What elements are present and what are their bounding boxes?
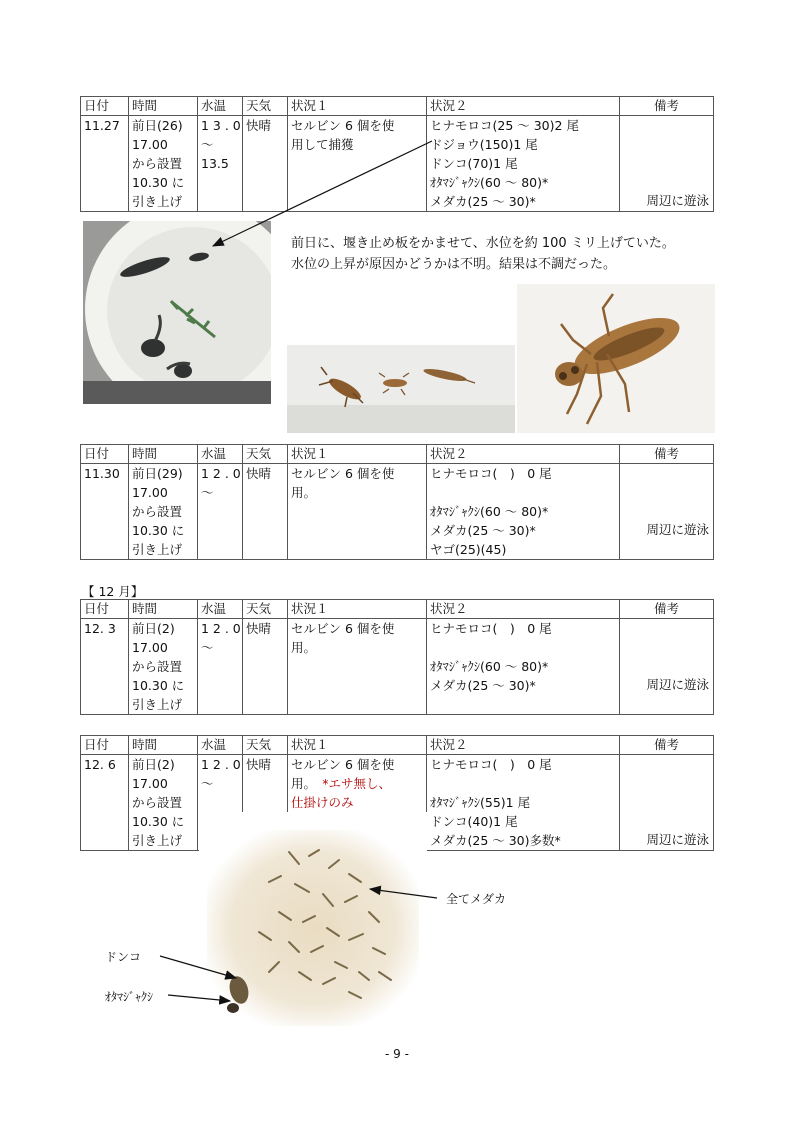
header-status1: 状況１	[288, 736, 427, 755]
time-line: 引き上げ	[132, 194, 183, 209]
header-date: 日付	[81, 600, 129, 619]
status2-line: ヒナモロコ( ) 0 尾	[430, 466, 552, 481]
header-status2: 状況２	[427, 97, 620, 116]
header-status1: 状況１	[288, 600, 427, 619]
label-otamajakushi: ｵﾀﾏｼﾞｬｸｼ	[105, 990, 154, 1004]
paragraph-line: 水位の上昇が原因かどうかは不明。結果は不調だった。	[291, 257, 617, 272]
month-heading: 【 12 月】	[82, 584, 144, 599]
page-number: - 9 -	[385, 1047, 409, 1061]
header-status2: 状況２	[427, 445, 620, 464]
status2-line: ヤゴ(25)(45)	[430, 542, 507, 557]
time-line: 引き上げ	[132, 542, 183, 557]
time-line: 引き上げ	[132, 697, 183, 712]
note-text: 周辺に遊泳	[646, 193, 709, 208]
header-time: 時間	[129, 600, 198, 619]
time-line: 17.00	[132, 640, 168, 655]
time-line: 10.30 に	[132, 523, 185, 538]
cell-weather: 快晴	[243, 619, 288, 715]
header-weather: 天気	[243, 600, 288, 619]
status2-line: メダカ(25 ～ 30)多数*	[430, 833, 561, 848]
status1-line: 用して捕獲	[291, 137, 354, 152]
header-status1: 状況１	[288, 445, 427, 464]
time-line: 10.30 に	[132, 678, 185, 693]
status2-line: ドンコ(40)1 尾	[430, 814, 518, 829]
header-status2: 状況２	[427, 736, 620, 755]
status1-line: セルビン 6 個を使	[291, 118, 395, 133]
paragraph-line: 前日に、堰き止め板をかませて、水位を約 100 ミリ上げていた。	[291, 236, 675, 251]
header-water-temp: 水温	[198, 97, 243, 116]
temp-line: ～	[201, 137, 214, 152]
header-note: 備考	[620, 736, 714, 755]
status2-line: ドジョウ(150)1 尾	[430, 137, 538, 152]
cell-date: 11.27	[81, 116, 129, 212]
note-text: 周辺に遊泳	[646, 832, 709, 847]
temp-line: ～	[201, 640, 214, 655]
time-line: 17.00	[132, 137, 168, 152]
time-line: 前日(2)	[132, 757, 175, 772]
cell-date: 12. 3	[81, 619, 129, 715]
time-line: から設置	[132, 659, 183, 674]
header-weather: 天気	[243, 97, 288, 116]
status2-line: ヒナモロコ( ) 0 尾	[430, 621, 552, 636]
temp-line: ～	[201, 776, 214, 791]
header-note: 備考	[620, 600, 714, 619]
status2-line: ヒナモロコ( ) 0 尾	[430, 757, 552, 772]
status2-line: メダカ(25 ～ 30)*	[430, 194, 536, 209]
arrow-to-donko	[160, 956, 236, 978]
time-line: 17.00	[132, 485, 168, 500]
time-line: から設置	[132, 156, 183, 171]
status1-plain-text: 用。	[291, 776, 323, 791]
time-line: 10.30 に	[132, 814, 185, 829]
label-all-medaka: 全てメダカ	[446, 892, 507, 906]
status2-line: メダカ(25 ～ 30)*	[430, 678, 536, 693]
temp-line: 1 2 . 0	[201, 466, 241, 481]
time-line: から設置	[132, 795, 183, 810]
header-time: 時間	[129, 445, 198, 464]
status2-line: ｵﾀﾏｼﾞｬｸｼ(60 ～ 80)*	[430, 175, 549, 190]
time-line: 前日(26)	[132, 118, 183, 133]
status1-line: セルビン 6 個を使	[291, 466, 395, 481]
arrow-to-bucket	[213, 141, 432, 246]
header-status1: 状況１	[288, 97, 427, 116]
temp-line: 1 2 . 0	[201, 757, 241, 772]
temp-line: 13.5	[201, 156, 229, 171]
temp-line: 1 2 . 0	[201, 621, 241, 636]
time-line: 前日(29)	[132, 466, 183, 481]
status2-line: ｵﾀﾏｼﾞｬｸｼ(60 ～ 80)*	[430, 659, 549, 674]
header-status2: 状況２	[427, 600, 620, 619]
header-note: 備考	[620, 97, 714, 116]
time-line: 17.00	[132, 776, 168, 791]
header-date: 日付	[81, 97, 129, 116]
status2-line: ｵﾀﾏｼﾞｬｸｼ(55)1 尾	[430, 795, 531, 810]
header-date: 日付	[81, 736, 129, 755]
status1-line: 用。	[291, 485, 317, 500]
time-line: 前日(2)	[132, 621, 175, 636]
header-water-temp: 水温	[198, 445, 243, 464]
status2-line: メダカ(25 ～ 30)*	[430, 523, 536, 538]
temp-line: 1 3 . 0	[201, 118, 241, 133]
status1-line: 用。	[291, 640, 317, 655]
trap-only-remark: 仕掛けのみ	[291, 795, 354, 810]
arrow-to-otamajakushi	[168, 995, 230, 1001]
header-weather: 天気	[243, 445, 288, 464]
header-time: 時間	[129, 736, 198, 755]
cell-weather: 快晴	[243, 755, 288, 851]
status1-line: セルビン 6 個を使	[291, 757, 395, 772]
header-note: 備考	[620, 445, 714, 464]
note-text: 周辺に遊泳	[646, 677, 709, 692]
header-date: 日付	[81, 445, 129, 464]
cell-weather: 快晴	[243, 116, 288, 212]
status2-line: ｵﾀﾏｼﾞｬｸｼ(60 ～ 80)*	[430, 504, 549, 519]
time-line: から設置	[132, 504, 183, 519]
no-bait-remark: *エサ無し、	[322, 776, 392, 791]
status2-line: ドンコ(70)1 尾	[430, 156, 518, 171]
temp-line: ～	[201, 485, 214, 500]
cell-date: 11.30	[81, 464, 129, 560]
header-time: 時間	[129, 97, 198, 116]
cell-date: 12. 6	[81, 755, 129, 851]
time-line: 引き上げ	[132, 833, 183, 848]
status1-line: セルビン 6 個を使	[291, 621, 395, 636]
header-water-temp: 水温	[198, 600, 243, 619]
time-line: 10.30 に	[132, 175, 185, 190]
cell-weather: 快晴	[243, 464, 288, 560]
header-water-temp: 水温	[198, 736, 243, 755]
header-weather: 天気	[243, 736, 288, 755]
label-donko: ドンコ	[105, 950, 142, 964]
note-text: 周辺に遊泳	[646, 522, 709, 537]
arrow-to-medaka	[370, 889, 437, 898]
status2-line: ヒナモロコ(25 ～ 30)2 尾	[430, 118, 579, 133]
